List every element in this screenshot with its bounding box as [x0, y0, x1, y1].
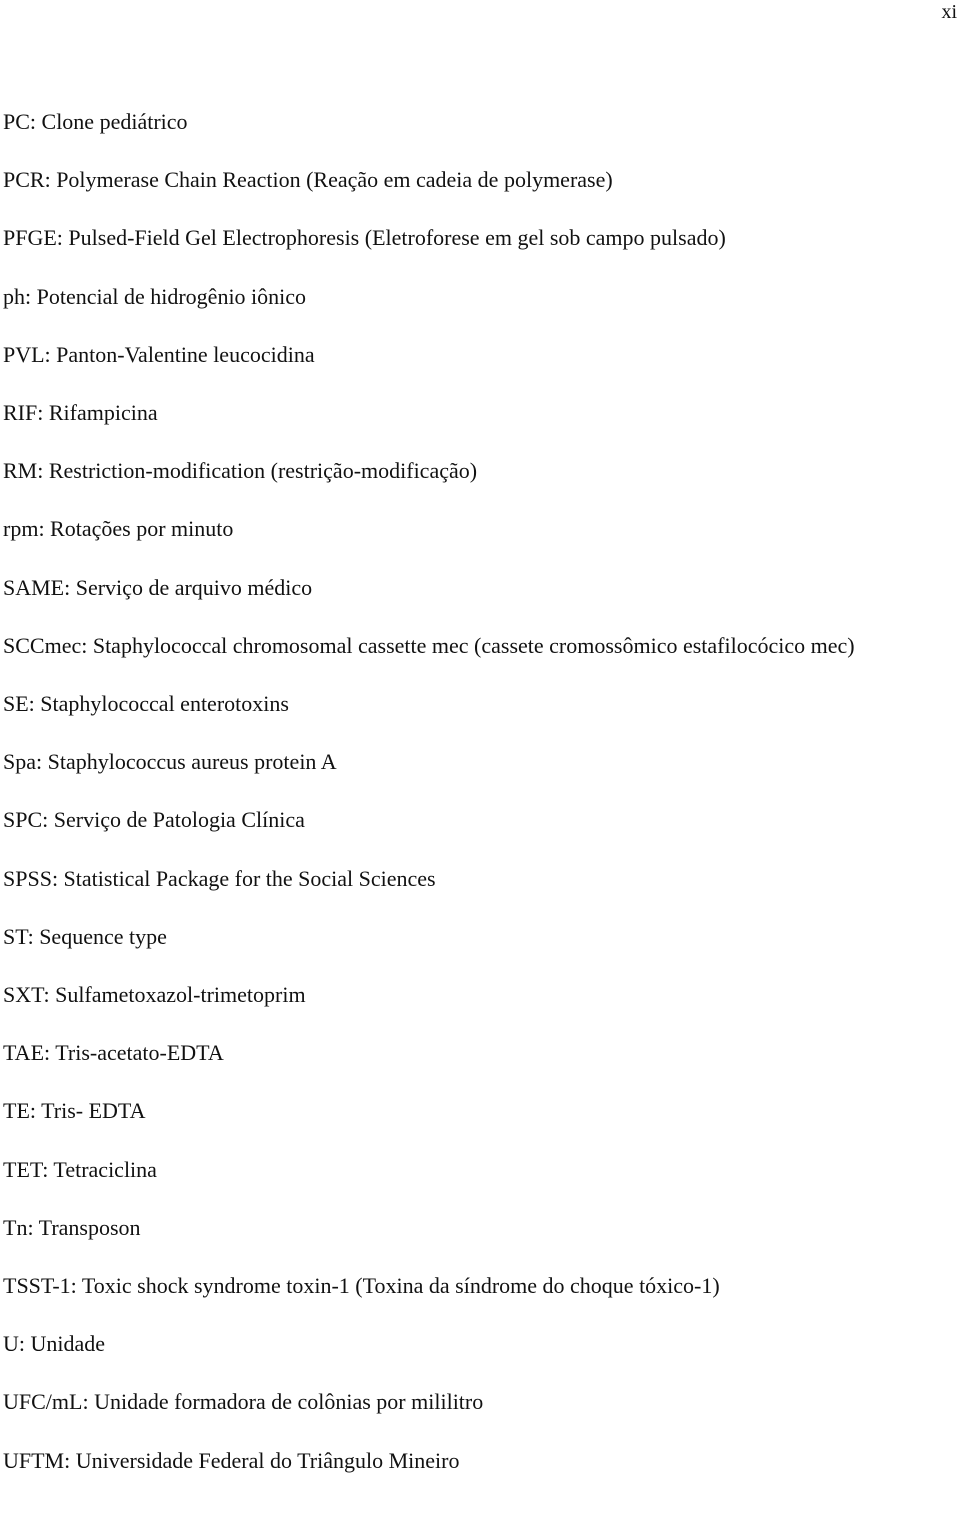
page-number: xi — [941, 1, 957, 23]
abbreviation-entry-pc: PC: Clone pediátrico — [3, 109, 188, 134]
abbreviation-entry-tae: TAE: Tris-acetato-EDTA — [3, 1040, 224, 1066]
abbreviation-entry-rm: RM: Restriction-modification (restrição-modificação) — [3, 458, 478, 484]
abbreviation-entry-u: U: Unidade — [3, 1331, 106, 1357]
abbreviation-entry-tet: TET: Tetraciclina — [3, 1156, 157, 1182]
abbreviation-entry-ph: ph: Potencial de hidrogênio iônico — [3, 283, 307, 309]
abbreviation-list — [3, 93, 958, 1490]
abbreviation-entry-spa: Spa: Staphylococcus aureus protein A — [3, 749, 337, 775]
abbreviation-entry-uftm: UFTM: Universidade Federal do Triângulo Mineiro — [3, 1447, 460, 1473]
abbreviation-entry-se: SE: Staphylococcal enterotoxins — [3, 691, 289, 717]
abbreviation-entry-te: TE: Tris- EDTA — [3, 1098, 146, 1124]
abbreviation-entry-spss: SPSS: Statistical Package for the Social Sciences — [3, 865, 436, 891]
abbreviation-entry-tsst-1: TSST-1: Toxic shock syndrome toxin-1 (Toxina da síndrome do choque tóxico-1) — [3, 1273, 720, 1299]
abbreviation-entry-sccmec: SCCmec: Staphylococcal chromosomal cassette mec (cassete cromossômico estafilocócico mec) — [3, 632, 855, 658]
abbreviation-entry-tn: Tn: Transposon — [3, 1214, 141, 1240]
abbreviation-entry-same: SAME: Serviço de arquivo médico — [3, 574, 313, 600]
abbreviation-entry-ufc-ml: UFC/mL: Unidade formadora de colônias por mililitro — [3, 1389, 484, 1415]
abbreviation-entry-pfge: PFGE: Pulsed-Field Gel Electrophoresis (Eletroforese em gel sob campo pulsado) — [3, 225, 726, 251]
abbreviation-entry-sxt: SXT: Sulfametoxazol-trimetoprim — [3, 982, 306, 1008]
abbreviation-entry-spc: SPC: Serviço de Patologia Clínica — [3, 807, 305, 833]
abbreviation-entry-rpm: rpm: Rotações por minuto — [3, 516, 234, 542]
abbreviation-entry-st: ST: Sequence type — [3, 923, 167, 949]
abbreviation-entry-pcr: PCR: Polymerase Chain Reaction (Reação em cadeia de polymerase) — [3, 167, 613, 193]
abbreviation-entry-pvl: PVL: Panton-Valentine leucocidina — [3, 341, 315, 367]
abbreviation-entry-rif: RIF: Rifampicina — [3, 400, 158, 426]
